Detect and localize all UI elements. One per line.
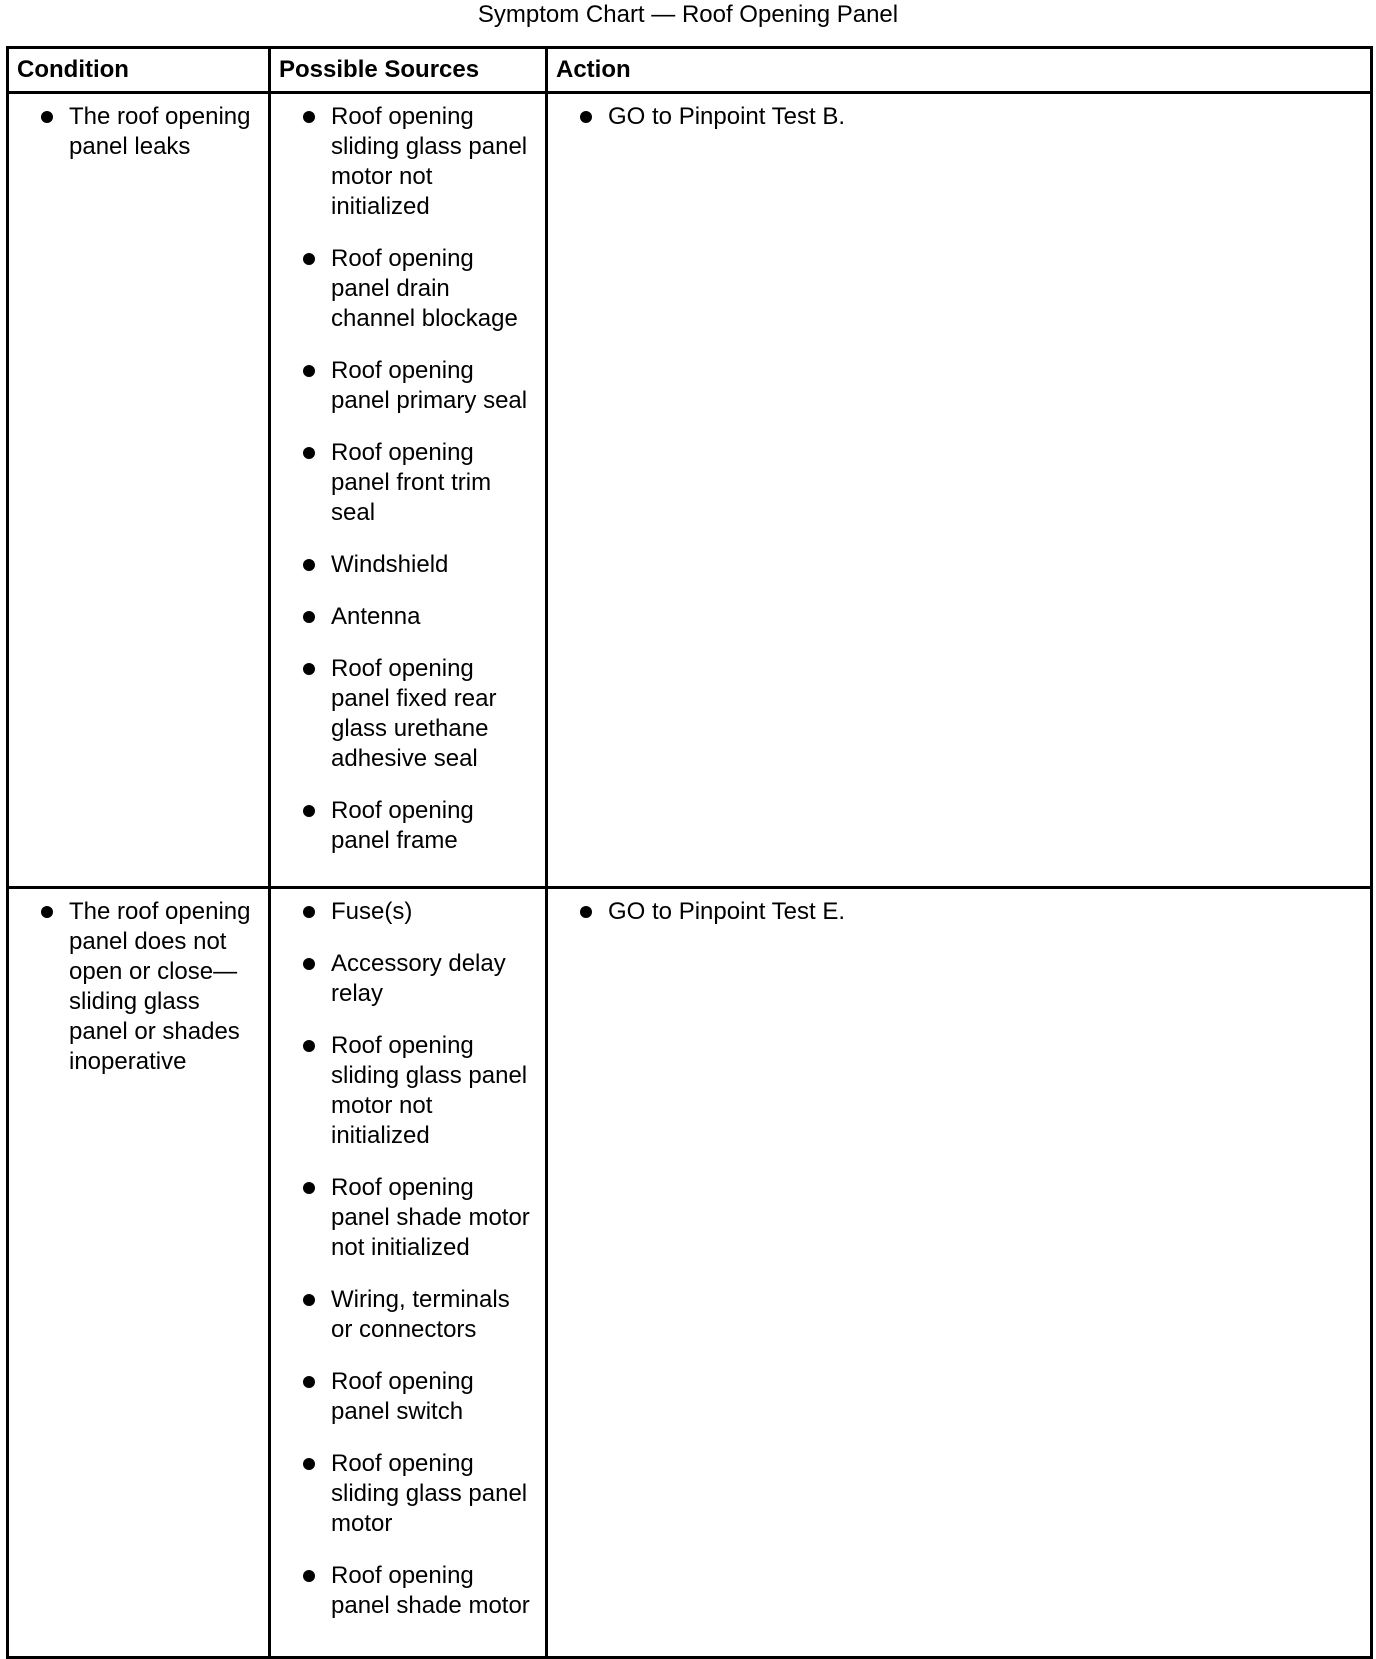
list-item: Wiring, terminals or connectors [279,1285,537,1345]
list-item: Roof opening panel front trim seal [279,438,537,528]
list-item: Roof opening panel primary seal [279,356,537,416]
bullet-icon [41,111,53,123]
bullet-icon [303,906,315,918]
list-item: Roof opening panel switch [279,1367,537,1427]
sources-list [279,102,537,856]
list-item: Roof opening panel fixed rear glass urethane adhesive seal [279,654,537,774]
column-header-sources: Possible Sources [270,48,547,93]
bullet-icon [303,805,315,817]
list-item: Accessory delay relay [279,949,537,1009]
bullet-icon [580,111,592,123]
action-list [556,102,1362,132]
bullet-icon [303,253,315,265]
list-item: Roof opening panel shade motor [279,1561,537,1621]
symptom-chart-table [6,46,1373,1659]
table-row [8,888,1372,1658]
bullet-icon [303,1376,315,1388]
list-item: Antenna [279,602,537,632]
column-header-condition: Condition [8,48,270,93]
bullet-icon [303,1040,315,1052]
list-item: Fuse(s) [279,897,537,927]
list-item: Roof opening panel shade motor not initialized [279,1173,537,1263]
table-row [8,93,1372,888]
bullet-icon [303,365,315,377]
bullet-icon [303,958,315,970]
bullet-icon [303,1182,315,1194]
list-item: Roof opening sliding glass panel motor not initialized [279,1031,537,1151]
list-item: GO to Pinpoint Test E. [556,897,1362,927]
sources-list [279,897,537,1621]
bullet-icon [303,1570,315,1582]
column-header-action: Action [547,48,1372,93]
list-item: Roof opening sliding glass panel motor [279,1449,537,1539]
condition-list [17,897,260,1077]
bullet-icon [303,111,315,123]
bullet-icon [303,1458,315,1470]
action-cell [547,93,1372,888]
bullet-icon [303,611,315,623]
condition-list [17,102,260,162]
bullet-icon [303,447,315,459]
bullet-icon [580,906,592,918]
list-item: Roof opening panel frame [279,796,537,856]
action-list [556,897,1362,927]
bullet-icon [303,1294,315,1306]
table-header-row [8,48,1372,93]
list-item: Windshield [279,550,537,580]
condition-cell [8,93,270,888]
sources-cell [270,93,547,888]
list-item: The roof opening panel does not open or close—sliding glass panel or shades inoperative [17,897,260,1077]
action-cell [547,888,1372,1658]
list-item: GO to Pinpoint Test B. [556,102,1362,132]
list-item: The roof opening panel leaks [17,102,260,162]
condition-cell [8,888,270,1658]
page-title: Symptom Chart — Roof Opening Panel [477,1,899,28]
bullet-icon [303,559,315,571]
bullet-icon [303,663,315,675]
bullet-icon [41,906,53,918]
list-item: Roof opening panel drain channel blockage [279,244,537,334]
sources-cell [270,888,547,1658]
list-item: Roof opening sliding glass panel motor not initialized [279,102,537,222]
